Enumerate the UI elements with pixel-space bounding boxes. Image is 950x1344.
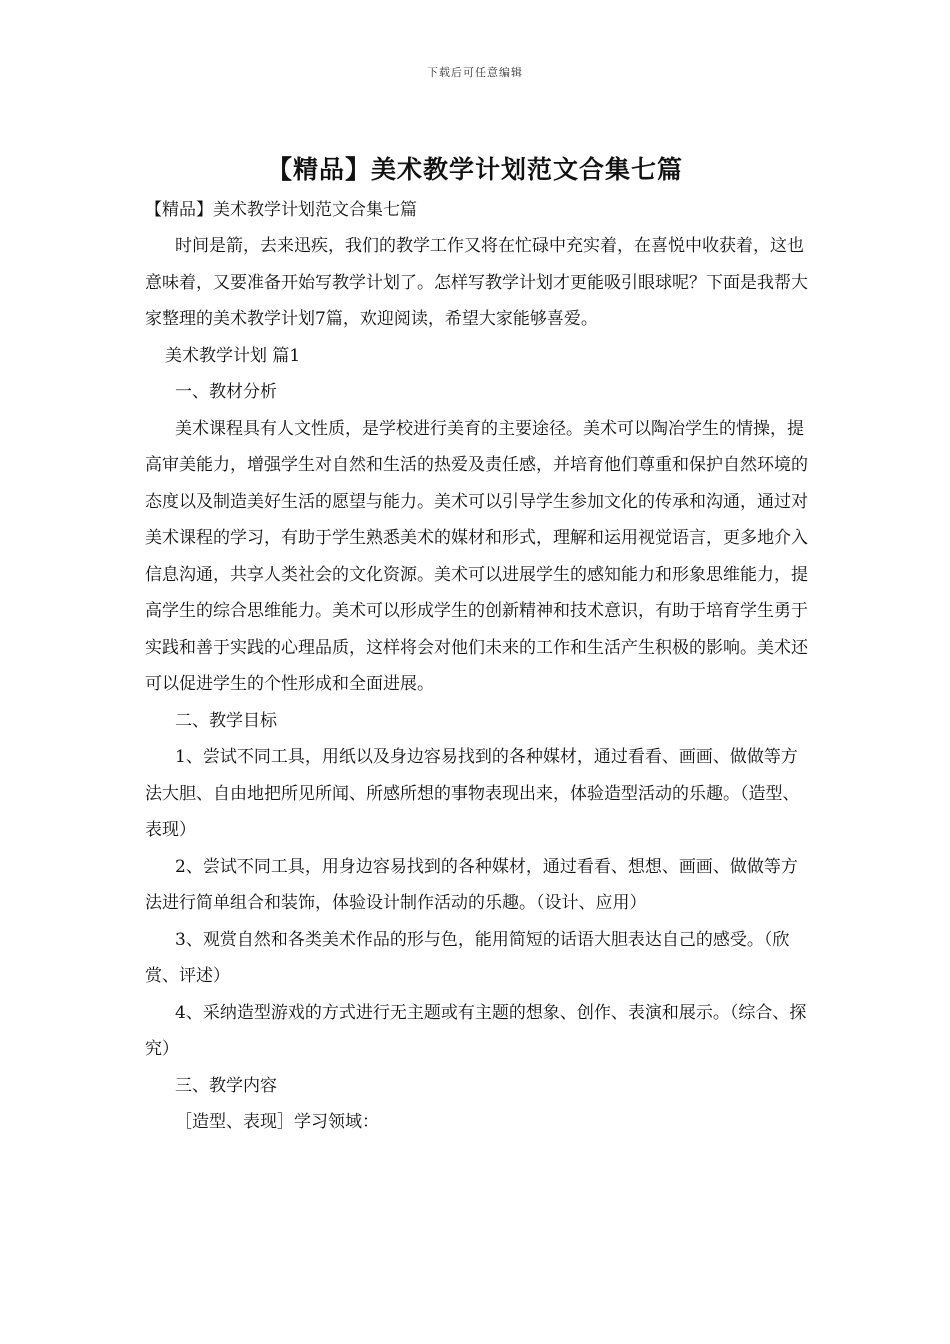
heading-textbook-analysis: 一、教材分析 bbox=[175, 382, 277, 402]
document-title: 【精品】美术教学计划范文合集七篇 bbox=[266, 155, 683, 184]
document-body bbox=[145, 196, 810, 1141]
textbook-analysis-paragraph: 美术课程具有人文性质，是学校进行美育的主要途径。美术可以陶冶学生的情操，提高审美能力，增强学生对自然和生活的热爱及责任感，并培育他们尊重和保护自然环境的态度以及制造美好生活的愿望与能力。美术可以引导学生参加文化的传承和沟通，通过对美术课程的学习，有助于学生熟悉美术的媒材和形式，理解和运用视觉语言，更多地介入信息沟通，共享人类社会的文化资源。美术可以进展学生的感知能力和形象思维能力，提高学生的综合思维能力。美术可以形成学生的创新精神和技术意识，有助于培育学生勇于实践和善于实践的心理品质，这样将会对他们未来的工作和生活产生积极的影响。美术还可以促进学生的个性形成和全面进展。 bbox=[145, 418, 808, 694]
learning-domain-heading: ［造型、表现］学习领域： bbox=[175, 1112, 379, 1132]
intro-paragraph: 时间是箭，去来迅疾，我们的教学工作又将在忙碌中充实着，在喜悦中收获着，这也意味着，又要准备开始写教学计划了。怎样写教学计划才更能吸引眼球呢？下面是我帮大家整理的美术教学计划7篇，欢迎阅读，希望大家能够喜爱。 bbox=[145, 236, 808, 329]
section-heading-plan-1: 美术教学计划 篇1 bbox=[165, 345, 301, 366]
header-note: 下载后可任意编辑 bbox=[427, 66, 523, 79]
heading-teaching-content: 三、教学内容 bbox=[175, 1075, 277, 1096]
goal-item-4: 4、采纳造型游戏的方式进行无主题或有主题的想象、创作、表演和展示。（综合、探究） bbox=[145, 1002, 807, 1059]
goal-item-2: 2、尝试不同工具，用身边容易找到的各种媒材，通过看看、想想、画画、做做等方法进行简单组合和装饰，体验设计制作活动的乐趣。（设计、应用） bbox=[145, 856, 798, 913]
goal-item-1: 1、尝试不同工具，用纸以及身边容易找到的各种媒材，通过看看、画画、做做等方法大胆、自由地把所见所闻、所感所想的事物表现出来，体验造型活动的乐趣。（造型、表现） bbox=[145, 747, 800, 840]
goal-item-3: 3、观赏自然和各类美术作品的形与色，能用简短的话语大胆表达自己的感受。（欣赏、评述） bbox=[145, 929, 790, 986]
heading-teaching-goals: 二、教学目标 bbox=[175, 710, 277, 731]
subtitle-paragraph: 【精品】美术教学计划范文合集七篇 bbox=[145, 200, 417, 220]
